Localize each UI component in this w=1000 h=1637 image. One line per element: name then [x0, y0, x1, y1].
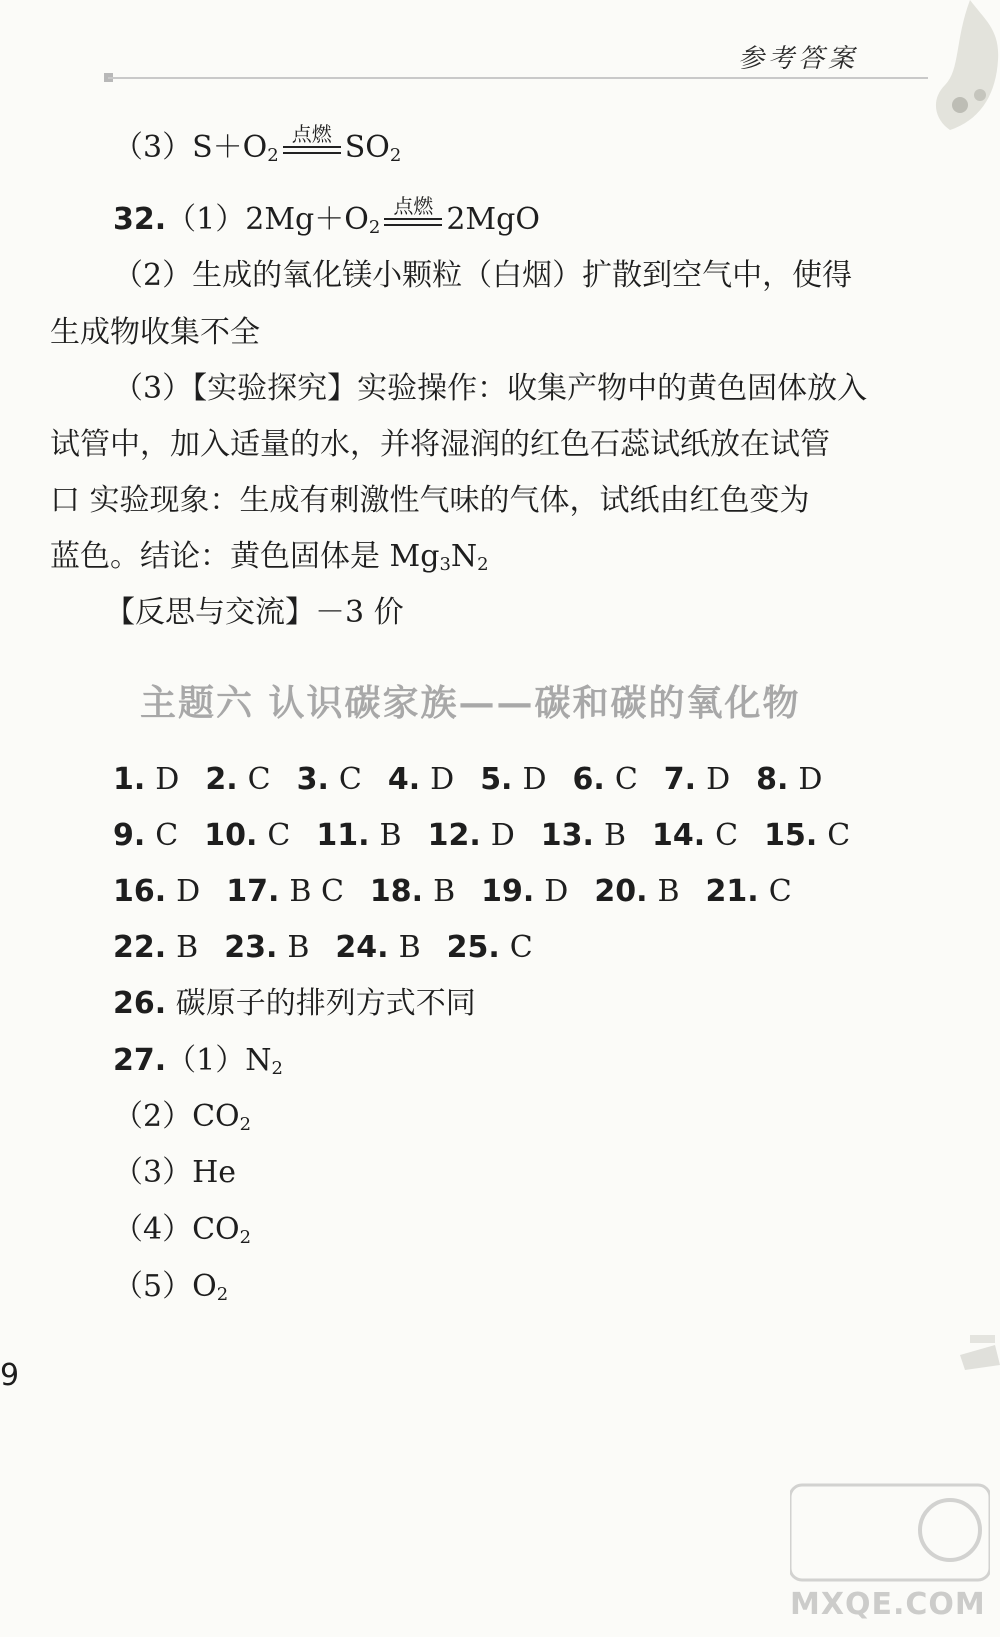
answer-number: 4. [387, 762, 421, 797]
q31-part3-rhs: SO [344, 130, 390, 165]
q32-part3-line4-text: 蓝色。结论：黄色固体是 Mg [50, 539, 440, 574]
answer-number: 15. [764, 818, 818, 853]
answer-choice: B [287, 930, 310, 965]
q32-part2-line1: （2）生成的氧化镁小颗粒（白烟）扩散到空气中，使得 [113, 258, 853, 293]
answer-item [113, 760, 179, 800]
answer-number: 17. [226, 874, 280, 909]
answer-item [370, 872, 455, 912]
q32-part1 [113, 194, 540, 248]
answer-choice: C [267, 818, 291, 853]
answer-number: 7. [663, 762, 697, 797]
answer-number: 21. [705, 874, 759, 909]
answer-choice: D [430, 762, 455, 797]
corner-decoration-icon [910, 0, 1000, 150]
q27-part5 [113, 1267, 228, 1315]
answer-number: 14. [652, 818, 706, 853]
reaction-condition: 点燃 [393, 194, 434, 218]
answer-number: 11. [316, 818, 370, 853]
answer-choice: D [522, 762, 547, 797]
answer-choice: C [509, 930, 533, 965]
answer-item [573, 760, 638, 800]
answer-number: 3. [296, 762, 329, 797]
answer-item [388, 760, 454, 800]
q27-part1 [113, 1041, 283, 1089]
reaction-arrow [382, 194, 444, 240]
answer-number: 18. [369, 874, 424, 909]
q27-part5-text: （5）O [113, 1269, 217, 1304]
watermark-logo [790, 1475, 990, 1635]
answer-row-1 [113, 760, 848, 800]
answer-number: 20. [594, 874, 648, 909]
answer-item [113, 872, 200, 912]
answer-item [224, 928, 309, 968]
answer-choice: B [657, 874, 680, 909]
answer-choice: D [176, 874, 201, 909]
answer-item [204, 816, 290, 856]
answer-item [756, 760, 822, 800]
q27-part3 [113, 1153, 236, 1193]
q26-number: 26. [113, 986, 167, 1021]
answer-choice: D [798, 762, 823, 797]
q32-part1-rhs: 2MgO [446, 202, 540, 237]
q31-part3-label: （3） [113, 130, 193, 165]
q27-part1-text: （1）N [166, 1043, 272, 1078]
q32-number: 32. [113, 202, 167, 237]
answer-choice: C [768, 874, 792, 909]
q31-part3 [113, 122, 402, 176]
reaction-arrow [281, 122, 343, 168]
q26-text: 碳原子的排列方式不同 [175, 986, 476, 1021]
answer-item [664, 760, 730, 800]
answer-item [764, 816, 850, 856]
q27-part3-text: （3）He [113, 1155, 237, 1190]
answer-item [297, 760, 362, 800]
q27-part4-text: （4）CO [113, 1212, 240, 1247]
answer-item [428, 816, 515, 856]
q31-part3-rhs-sub: 2 [389, 145, 402, 166]
section-title: 主题六 认识碳家族——碳和碳的氧化物 [140, 682, 801, 724]
watermark-text: MXQE.COM [790, 1587, 986, 1622]
answer-number: 25. [446, 930, 500, 965]
answer-choice: C [715, 818, 739, 853]
answer-item [226, 872, 344, 912]
answer-item [113, 816, 178, 856]
answer-item [447, 928, 533, 968]
answer-number: 2. [205, 762, 238, 797]
answer-row-4 [113, 928, 559, 968]
answer-number: 1. [113, 762, 146, 797]
reaction-condition: 点燃 [291, 122, 332, 146]
answer-row-3 [113, 872, 818, 912]
q32-part1-label: （1） [166, 202, 246, 237]
answer-choice: B [398, 930, 421, 965]
q32-reflection: 【反思与交流】－3 价 [105, 595, 404, 630]
q27-part2 [113, 1097, 251, 1145]
answer-item [481, 872, 568, 912]
q32-part3-line3: 口 实验现象：生成有刺激性气味的气体，试纸由红色变为 [50, 483, 810, 518]
answer-choice: C [247, 762, 271, 797]
answer-number: 10. [204, 818, 258, 853]
answer-item [316, 816, 401, 856]
answer-number: 22. [113, 930, 167, 965]
q32-part2-line2: 生成物收集不全 [50, 315, 260, 350]
q27-part2-sub: 2 [239, 1114, 252, 1135]
answer-number: 6. [572, 762, 605, 797]
answer-choice: D [544, 874, 569, 909]
q27-part1-sub: 2 [271, 1058, 283, 1079]
answer-item [706, 872, 792, 912]
answer-number: 24. [335, 930, 389, 965]
answer-number: 5. [480, 762, 513, 797]
q27-part4 [113, 1210, 251, 1258]
q27-part2-text: （2）CO [113, 1099, 240, 1134]
answer-choice: B [176, 930, 199, 965]
answer-choice: C [155, 818, 179, 853]
q32-part3-line4 [50, 537, 489, 585]
answer-item [480, 760, 546, 800]
answer-choice: D [490, 818, 515, 853]
page-number: 9 [0, 1358, 20, 1393]
answer-item [205, 760, 270, 800]
q27-part5-sub: 2 [216, 1284, 229, 1305]
header-title: 参考答案 [738, 44, 859, 74]
q32-part3-line2: 试管中，加入适量的水，并将湿润的红色石蕊试纸放在试管 [50, 427, 830, 462]
answer-choice: C [827, 818, 851, 853]
answer-choice: B [379, 818, 402, 853]
answer-item [541, 816, 626, 856]
answer-number: 19. [481, 874, 535, 909]
answer-number: 16. [113, 874, 167, 909]
answer-choice: C [338, 762, 362, 797]
side-decoration-icon [950, 1325, 1000, 1385]
q32-part1-lhs: 2Mg＋O [245, 202, 369, 237]
q32-part3-line4-n: N [450, 539, 478, 574]
answer-choice: D [706, 762, 731, 797]
answer-choice: B [603, 818, 626, 853]
answer-number: 8. [756, 762, 789, 797]
q27-number: 27. [113, 1043, 167, 1078]
q32-part1-lhs-sub: 2 [368, 217, 381, 238]
q32-part3-line1: （3）【实验探究】实验操作：收集产物中的黄色固体放入 [113, 371, 868, 406]
answer-item [335, 928, 420, 968]
watermark-emblem-icon [790, 1475, 990, 1585]
q31-part3-lhs-sub: 2 [267, 145, 279, 166]
q32-sub-3: 3 [439, 554, 451, 575]
q26 [113, 984, 476, 1024]
header-rule [108, 77, 928, 79]
answer-number: 9. [113, 818, 146, 853]
answer-choice: D [155, 762, 180, 797]
answer-choice: C [614, 762, 638, 797]
answer-item [594, 872, 679, 912]
q32-sub-2: 2 [477, 554, 489, 575]
answer-number: 12. [427, 818, 481, 853]
answer-choice: B C [289, 874, 344, 909]
answer-item [113, 928, 198, 968]
q31-part3-lhs: S＋O [192, 130, 268, 165]
answer-number: 23. [224, 930, 278, 965]
answer-choice: B [433, 874, 456, 909]
q27-part4-sub: 2 [239, 1227, 252, 1248]
answer-row-2 [113, 816, 876, 856]
answer-item [652, 816, 738, 856]
answer-number: 13. [540, 818, 594, 853]
